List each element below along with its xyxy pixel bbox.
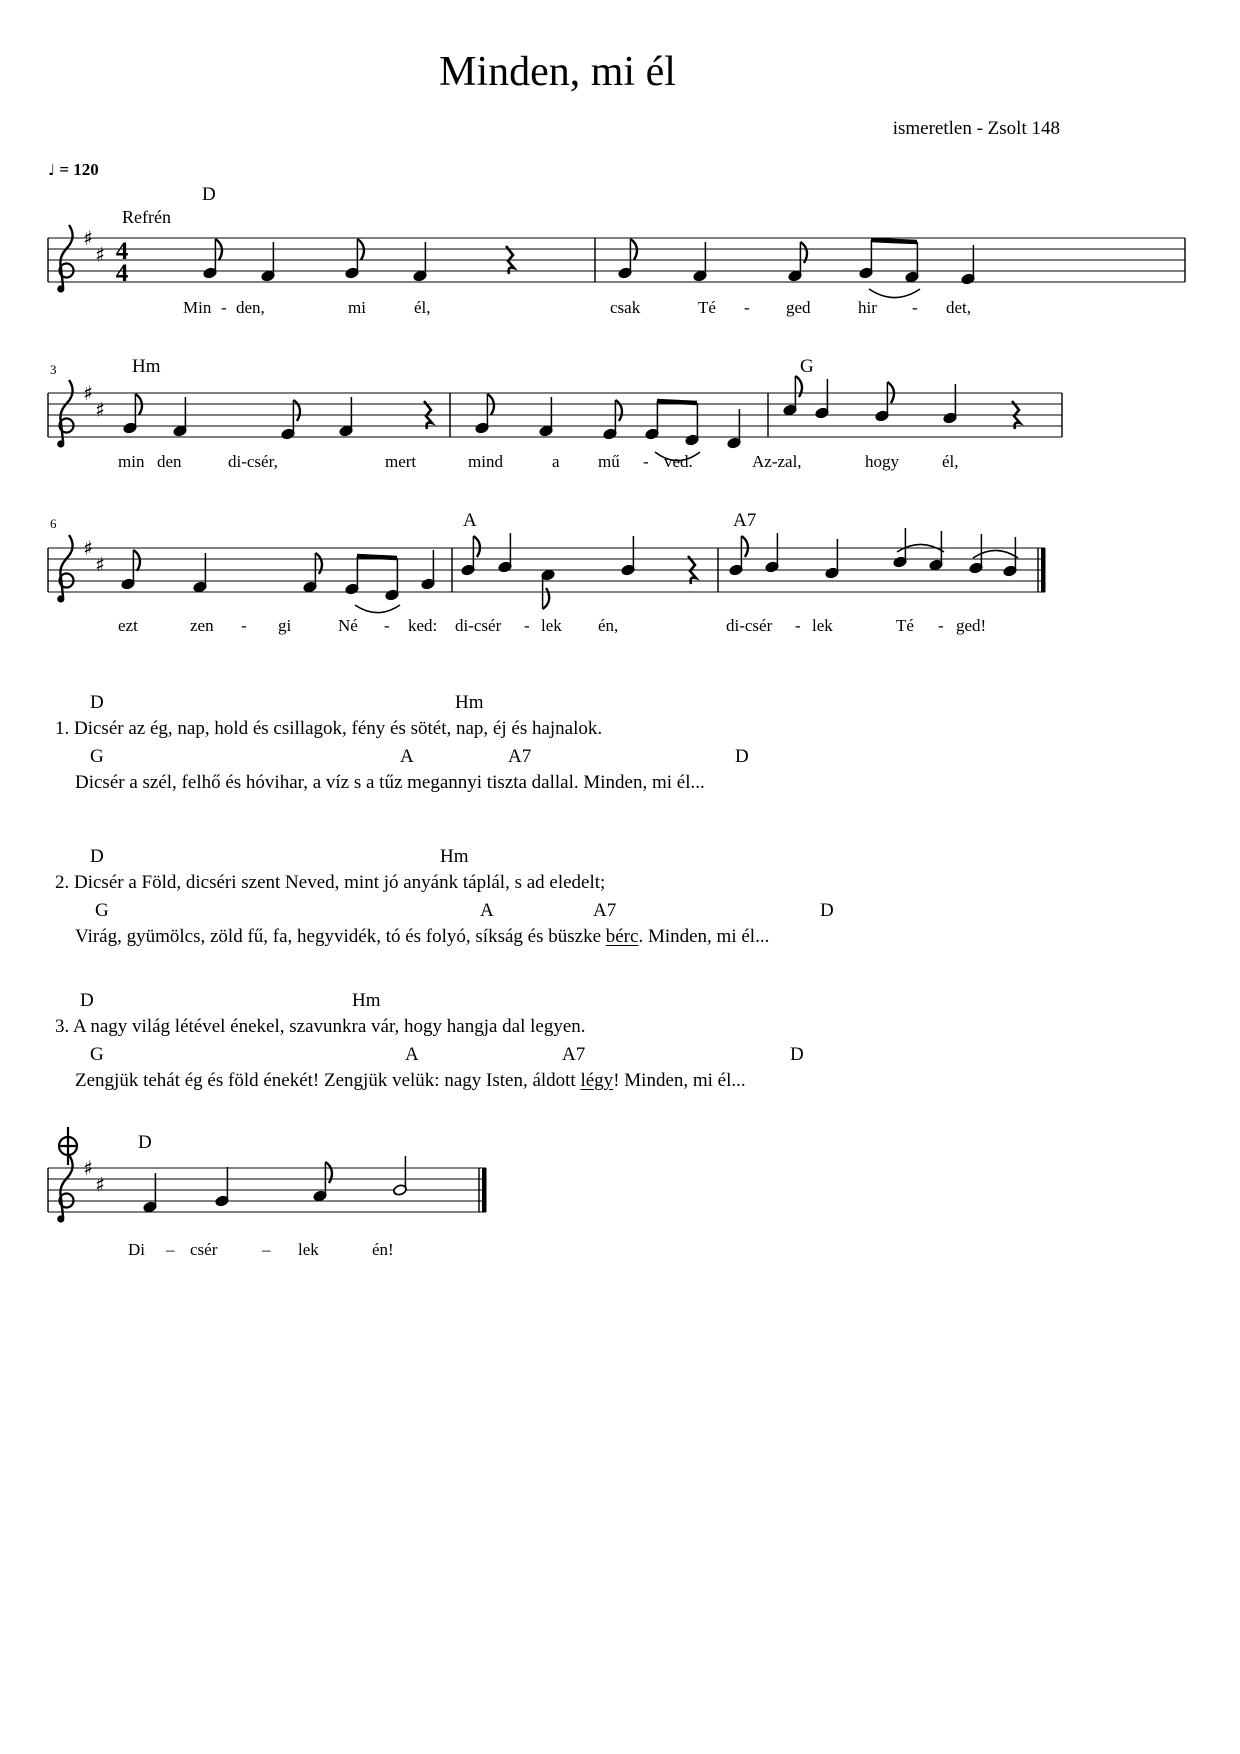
verse-3-chord: Hm xyxy=(352,990,381,1011)
verse-3-line xyxy=(75,1070,746,1092)
staff-system-3 xyxy=(48,528,1046,613)
lyric-syllable: csér xyxy=(190,1240,218,1259)
quarter-note xyxy=(961,245,976,285)
lyric-syllable: hogy xyxy=(865,452,899,471)
verse-1-chord: A7 xyxy=(508,746,532,767)
sharp-icon: ♯ xyxy=(83,226,93,250)
note-flag xyxy=(133,550,140,571)
lyric-syllable: ezt xyxy=(118,616,138,635)
verse-text: Dicsér a szél, felhő és hóvihar, a víz s a tűz megannyi tiszta dallal. Minden, mi él... xyxy=(75,772,705,793)
verse-1-chord: D xyxy=(90,692,104,713)
lyric-syllable: - xyxy=(912,298,918,317)
lyric-syllable: Min xyxy=(183,298,212,317)
quarter-note xyxy=(645,401,660,440)
treble-clef-icon xyxy=(57,595,64,602)
lyric-syllable: Az-zal, xyxy=(752,452,802,471)
eighth-note xyxy=(541,569,556,609)
verse-text: 2. Dicsér a Föld, dicséri szent Neved, mint jó anyánk táplál, s ad eledelt; xyxy=(55,872,606,893)
sharp-icon: ♯ xyxy=(95,1172,105,1197)
verse-2-chord: G xyxy=(95,900,109,921)
lyric-syllable: a xyxy=(552,452,560,471)
lyric-syllable: – xyxy=(262,1240,271,1259)
verse-3-chord: D xyxy=(790,1044,804,1065)
quarter-note xyxy=(173,397,188,437)
sharp-icon: ♯ xyxy=(95,397,105,422)
verse-1-chord: A xyxy=(400,746,414,767)
lyric-syllable: ved. xyxy=(664,452,693,471)
lyric-syllable: - xyxy=(384,616,390,635)
quarter-note xyxy=(765,533,780,573)
lyric-syllable: él, xyxy=(942,452,959,471)
eighth-note xyxy=(281,400,300,440)
lyric-syllable: ged! xyxy=(956,616,987,635)
lyric-syllable: Té xyxy=(698,298,716,317)
lyric-syllable: di-csér xyxy=(455,616,502,635)
underlined-word: légy xyxy=(580,1070,614,1091)
verse-2-line xyxy=(55,872,605,894)
beam xyxy=(357,556,397,558)
note-flag xyxy=(795,376,802,397)
lyric-syllable: én! xyxy=(372,1240,394,1259)
verse-text: Zengjük tehát ég és föld énekét! Zengjük velük: nagy Isten, áldott xyxy=(75,1070,581,1091)
quarter-note xyxy=(215,1167,230,1207)
lyric-syllable: zen xyxy=(190,616,214,635)
eighth-note xyxy=(875,382,894,422)
lyric-syllable: - xyxy=(524,616,530,635)
lyric-syllable: csak xyxy=(610,298,641,317)
quarter-note xyxy=(621,536,636,576)
verse-text: 1. Dicsér az ég, nap, hold és csillagok, fény és sötét, nap, éj és hajnalok. xyxy=(55,718,603,739)
note-flag xyxy=(473,536,480,557)
lyric-syllable: lek xyxy=(812,616,833,635)
verse-3-chord: G xyxy=(90,1044,104,1065)
note-flag xyxy=(293,400,300,421)
quarter-note xyxy=(905,242,920,283)
quarter-note xyxy=(345,556,360,595)
eighth-note xyxy=(783,376,802,416)
verse-1-line xyxy=(75,772,705,794)
lyric-syllable: min xyxy=(118,452,145,471)
verse-2-chord: A xyxy=(480,900,494,921)
eighth-note xyxy=(475,394,494,434)
final-barline xyxy=(1041,548,1046,592)
verse-3-line xyxy=(55,1016,586,1038)
lyric-syllable: lek xyxy=(298,1240,319,1259)
coda-icon xyxy=(58,1127,78,1165)
eighth-note xyxy=(603,400,622,440)
verse-2-chord: A7 xyxy=(593,900,617,921)
quarter-note xyxy=(685,403,700,446)
verse-2-chord: Hm xyxy=(440,846,469,867)
lyric-syllable: - xyxy=(643,452,649,471)
verse-text: ! Minden, mi él... xyxy=(613,1070,746,1091)
lyric-syllable: Né xyxy=(338,616,358,635)
verse-text: 3. A nagy világ létével énekel, szavunkra vár, hogy hangja dal legyen. xyxy=(55,1016,586,1037)
quarter-note xyxy=(498,533,513,573)
treble-clef-icon xyxy=(57,440,64,447)
lyric-syllable: det, xyxy=(946,298,972,317)
time-signature: 4 xyxy=(115,260,129,287)
sharp-icon: ♯ xyxy=(83,1156,93,1180)
quarter-note xyxy=(693,242,708,282)
slur xyxy=(869,289,920,298)
quarter-note xyxy=(413,242,428,282)
verse-1-chord: D xyxy=(735,746,749,767)
note-flag xyxy=(543,588,550,609)
sharp-icon: ♯ xyxy=(83,536,93,560)
half-note xyxy=(393,1156,408,1196)
quarter-note xyxy=(385,558,400,601)
lyric-syllable: di-csér, xyxy=(228,452,278,471)
note-flag xyxy=(741,536,748,557)
verse-2-line xyxy=(75,926,769,948)
lyric-syllable: Di xyxy=(128,1240,145,1259)
beam xyxy=(871,240,917,242)
lyric-syllable: Té xyxy=(896,616,914,635)
chord-label: A xyxy=(463,510,477,531)
staff-system-4 xyxy=(48,1155,487,1223)
quarter-note xyxy=(815,379,830,419)
verse-2-chord: D xyxy=(90,846,104,867)
verse-3-chord: A xyxy=(405,1044,419,1065)
lyric-syllable: di-csér xyxy=(726,616,773,635)
quarter-note-icon: ♩ xyxy=(48,161,56,179)
lyric-syllable: hir xyxy=(858,298,877,317)
measure-number: 6 xyxy=(50,516,57,531)
sharp-icon: ♯ xyxy=(95,242,105,267)
eighth-note xyxy=(123,394,142,434)
lyric-syllable: - xyxy=(221,298,227,317)
lyric-syllable: - xyxy=(241,616,247,635)
verse-1-line xyxy=(55,718,602,740)
lyric-syllable: mert xyxy=(385,452,417,471)
staff-system-2 xyxy=(48,376,1062,461)
quarter-note xyxy=(539,397,554,437)
time-signature: 4 xyxy=(115,238,129,265)
verse-2-chord: D xyxy=(820,900,834,921)
lyric-syllable: gi xyxy=(278,616,292,635)
lyric-syllable: ked: xyxy=(408,616,438,635)
slur xyxy=(973,550,1018,558)
final-barline xyxy=(482,1168,487,1212)
chord-label: D xyxy=(202,184,216,205)
eighth-note xyxy=(203,239,222,279)
treble-clef-icon xyxy=(57,1215,64,1222)
lyric-syllable: den, xyxy=(236,298,265,317)
lyric-syllable: - xyxy=(744,298,750,317)
lyric-syllable: mű xyxy=(598,452,620,471)
lyric-syllable: – xyxy=(166,1240,175,1259)
sharp-icon: ♯ xyxy=(95,552,105,577)
lyric-syllable: lek xyxy=(541,616,562,635)
lyric-syllable: ged xyxy=(786,298,811,317)
lyric-syllable: - xyxy=(938,616,944,635)
verse-1-chord: G xyxy=(90,746,104,767)
quarter-note xyxy=(339,397,354,437)
note-flag xyxy=(325,1162,332,1183)
treble-clef-icon xyxy=(57,285,64,292)
quarter-note xyxy=(261,242,276,282)
composer-credit: ismeretlen - Zsolt 148 xyxy=(892,118,1060,139)
verse-text: . Minden, mi él... xyxy=(638,926,770,947)
staff-system-1 xyxy=(48,225,1185,298)
beam xyxy=(657,401,697,403)
verse-text: Virág, gyümölcs, zöld fű, fa, hegyvidék, tó és folyó, síkság és büszke xyxy=(75,926,606,947)
measure-number: 3 xyxy=(50,362,57,377)
note-flag xyxy=(315,553,322,574)
chord-label: G xyxy=(800,356,814,377)
eighth-note xyxy=(618,239,637,279)
verse-3-chord: D xyxy=(80,990,94,1011)
underlined-word: bérc xyxy=(605,926,639,947)
tempo-value: = 120 xyxy=(59,160,99,179)
page-title: Minden, mi él xyxy=(439,49,676,95)
eighth-note xyxy=(345,239,364,279)
verse-1-chord: Hm xyxy=(455,692,484,713)
lyric-syllable: - xyxy=(795,616,801,635)
chord-label: D xyxy=(138,1132,152,1153)
sharp-icon: ♯ xyxy=(83,381,93,405)
lyric-syllable: mind xyxy=(468,452,503,471)
lyric-syllable: den xyxy=(157,452,182,471)
chord-label: Hm xyxy=(132,356,161,377)
note-flag xyxy=(615,400,622,421)
lyric-syllable: mi xyxy=(348,298,366,317)
eighth-note xyxy=(788,242,807,282)
lyric-syllable: él, xyxy=(414,298,431,317)
lyric-syllable: én, xyxy=(598,616,619,635)
section-label: Refrén xyxy=(122,207,171,227)
slur xyxy=(355,605,400,613)
verse-3-chord: A7 xyxy=(562,1044,586,1065)
chord-label: A7 xyxy=(733,510,757,531)
